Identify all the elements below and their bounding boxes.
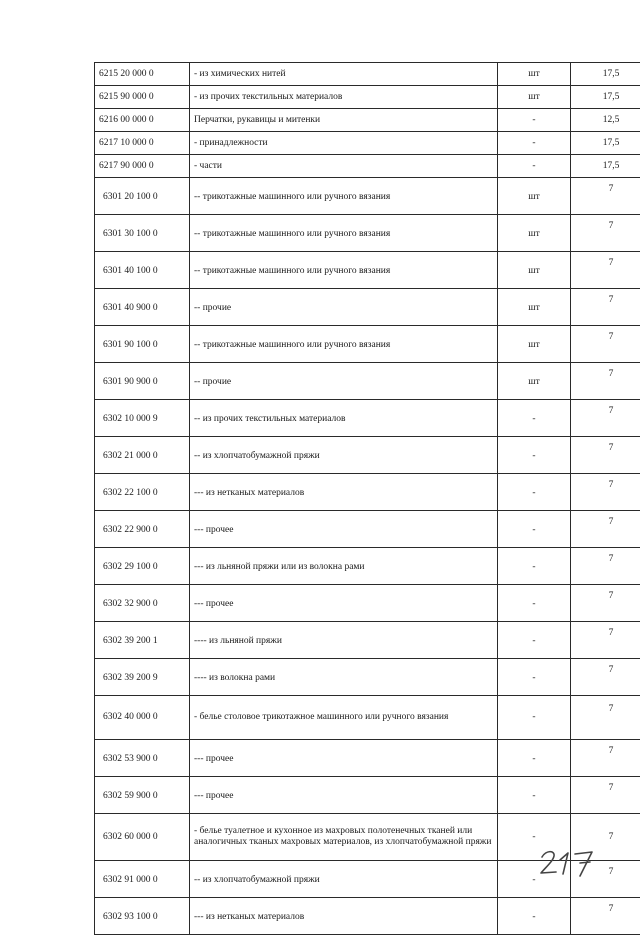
duty-rate: 7 — [571, 474, 640, 511]
unit-of-measure: шт — [498, 63, 571, 86]
hs-code: 6302 93 100 0 — [95, 898, 190, 935]
goods-description: --- из льняной пряжи или из волокна рами — [190, 548, 498, 585]
hs-code: 6302 40 000 0 — [95, 696, 190, 740]
goods-description: -- из хлопчатобумажной пряжи — [190, 437, 498, 474]
goods-description: -- трикотажные машинного или ручного вязания — [190, 178, 498, 215]
duty-rate: 7 — [571, 585, 640, 622]
hs-code: 6302 32 900 0 — [95, 585, 190, 622]
goods-description: -- прочие — [190, 289, 498, 326]
unit-of-measure: - — [498, 898, 571, 935]
table-row — [95, 511, 640, 548]
table-row — [95, 109, 640, 132]
unit-of-measure: - — [498, 814, 571, 861]
duty-rate: 7 — [571, 659, 640, 696]
tariff-table — [94, 62, 640, 935]
duty-rate: 7 — [571, 437, 640, 474]
duty-rate: 7 — [571, 289, 640, 326]
unit-of-measure: - — [498, 155, 571, 178]
unit-of-measure: шт — [498, 289, 571, 326]
table-row — [95, 474, 640, 511]
hs-code: 6301 20 100 0 — [95, 178, 190, 215]
duty-rate: 7 — [571, 252, 640, 289]
unit-of-measure: - — [498, 109, 571, 132]
hs-code: 6302 53 900 0 — [95, 740, 190, 777]
table-row — [95, 215, 640, 252]
duty-rate: 7 — [571, 326, 640, 363]
table-row — [95, 740, 640, 777]
goods-description: --- прочее — [190, 777, 498, 814]
unit-of-measure: - — [498, 437, 571, 474]
hs-code: 6302 21 000 0 — [95, 437, 190, 474]
duty-rate: 7 — [571, 696, 640, 740]
unit-of-measure: - — [498, 659, 571, 696]
hs-code: 6302 29 100 0 — [95, 548, 190, 585]
duty-rate: 17,5 — [571, 86, 640, 109]
duty-rate: 7 — [571, 548, 640, 585]
table-row — [95, 696, 640, 740]
goods-description: --- из нетканых материалов — [190, 898, 498, 935]
unit-of-measure: - — [498, 740, 571, 777]
table-row — [95, 363, 640, 400]
goods-description: -- трикотажные машинного или ручного вязания — [190, 215, 498, 252]
unit-of-measure: шт — [498, 326, 571, 363]
hs-code: 6302 10 000 9 — [95, 400, 190, 437]
duty-rate: 7 — [571, 400, 640, 437]
handwritten-page-number — [538, 846, 602, 880]
hs-code: 6302 22 900 0 — [95, 511, 190, 548]
duty-rate: 7 — [571, 898, 640, 935]
unit-of-measure: шт — [498, 252, 571, 289]
table-row — [95, 63, 640, 86]
goods-description: -- трикотажные машинного или ручного вязания — [190, 326, 498, 363]
hs-code: 6216 00 000 0 — [95, 109, 190, 132]
hs-code: 6217 10 000 0 — [95, 132, 190, 155]
hs-code: 6301 40 900 0 — [95, 289, 190, 326]
hs-code: 6302 91 000 0 — [95, 861, 190, 898]
table-row — [95, 777, 640, 814]
duty-rate: 7 — [571, 777, 640, 814]
duty-rate: 7 — [571, 814, 640, 861]
duty-rate: 12,5 — [571, 109, 640, 132]
goods-description: -- прочие — [190, 363, 498, 400]
goods-description: - из прочих текстильных материалов — [190, 86, 498, 109]
unit-of-measure: - — [498, 622, 571, 659]
duty-rate: 17,5 — [571, 155, 640, 178]
table-row — [95, 437, 640, 474]
goods-description: -- из хлопчатобумажной пряжи — [190, 861, 498, 898]
unit-of-measure: - — [498, 548, 571, 585]
hs-code: 6301 90 900 0 — [95, 363, 190, 400]
goods-description: ---- из волокна рами — [190, 659, 498, 696]
table-row — [95, 155, 640, 178]
unit-of-measure: - — [498, 400, 571, 437]
goods-description: - из химических нитей — [190, 63, 498, 86]
hs-code: 6215 20 000 0 — [95, 63, 190, 86]
goods-description: -- из прочих текстильных материалов — [190, 400, 498, 437]
unit-of-measure: - — [498, 585, 571, 622]
goods-description: - белье столовое трикотажное машинного или ручного вязания — [190, 696, 498, 740]
goods-description: --- прочее — [190, 511, 498, 548]
hs-code: 6302 59 900 0 — [95, 777, 190, 814]
goods-description: - принадлежности — [190, 132, 498, 155]
duty-rate: 7 — [571, 861, 640, 898]
unit-of-measure: шт — [498, 215, 571, 252]
duty-rate: 7 — [571, 622, 640, 659]
hs-code: 6302 39 200 9 — [95, 659, 190, 696]
hs-code: 6301 90 100 0 — [95, 326, 190, 363]
goods-description: - белье туалетное и кухонное из махровых полотенечных тканей или аналогичных тканых махровых материалов, из хлопчатобумажной пряжи — [190, 814, 498, 861]
unit-of-measure: - — [498, 474, 571, 511]
duty-rate: 17,5 — [571, 132, 640, 155]
unit-of-measure: - — [498, 777, 571, 814]
table-row — [95, 326, 640, 363]
duty-rate: 7 — [571, 740, 640, 777]
duty-rate: 7 — [571, 178, 640, 215]
goods-description: --- из нетканых материалов — [190, 474, 498, 511]
unit-of-measure: - — [498, 696, 571, 740]
duty-rate: 17,5 — [571, 63, 640, 86]
table-row — [95, 400, 640, 437]
hs-code: 6302 39 200 1 — [95, 622, 190, 659]
unit-of-measure: шт — [498, 363, 571, 400]
unit-of-measure: - — [498, 511, 571, 548]
table-row — [95, 585, 640, 622]
hs-code: 6217 90 000 0 — [95, 155, 190, 178]
hs-code: 6215 90 000 0 — [95, 86, 190, 109]
unit-of-measure: шт — [498, 86, 571, 109]
goods-description: - части — [190, 155, 498, 178]
goods-description: ---- из льняной пряжи — [190, 622, 498, 659]
goods-description: --- прочее — [190, 585, 498, 622]
duty-rate: 7 — [571, 215, 640, 252]
goods-description: Перчатки, рукавицы и митенки — [190, 109, 498, 132]
table-row — [95, 132, 640, 155]
goods-description: -- трикотажные машинного или ручного вязания — [190, 252, 498, 289]
table-row — [95, 86, 640, 109]
goods-description: --- прочее — [190, 740, 498, 777]
table-row — [95, 898, 640, 935]
hs-code: 6302 60 000 0 — [95, 814, 190, 861]
table-row — [95, 289, 640, 326]
unit-of-measure: - — [498, 861, 571, 898]
duty-rate: 7 — [571, 511, 640, 548]
hs-code: 6302 22 100 0 — [95, 474, 190, 511]
table-row — [95, 548, 640, 585]
hs-code: 6301 30 100 0 — [95, 215, 190, 252]
unit-of-measure: шт — [498, 178, 571, 215]
table-row — [95, 252, 640, 289]
table-row — [95, 659, 640, 696]
hs-code: 6301 40 100 0 — [95, 252, 190, 289]
unit-of-measure: - — [498, 132, 571, 155]
table-row — [95, 178, 640, 215]
duty-rate: 7 — [571, 363, 640, 400]
table-row — [95, 622, 640, 659]
